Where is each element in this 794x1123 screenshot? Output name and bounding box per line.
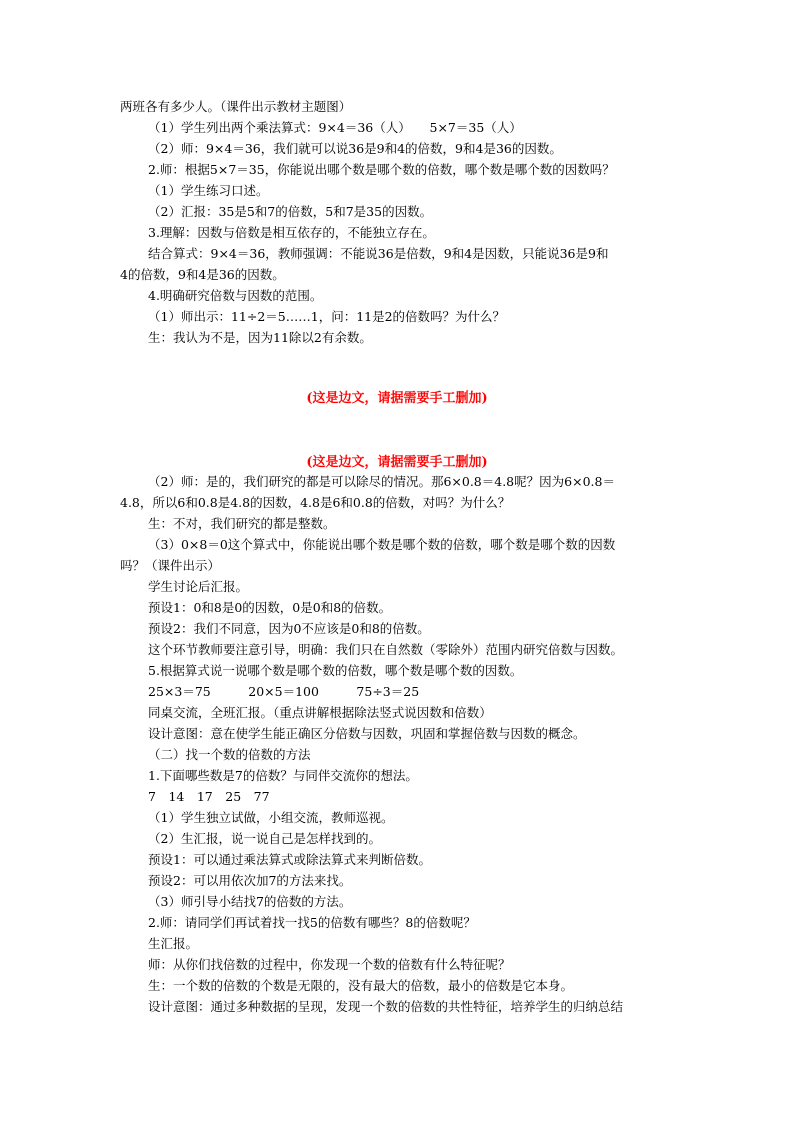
paragraph-line: 预设2：我们不同意，因为0不应该是0和8的倍数。 — [148, 621, 430, 636]
paragraph-line: 1.下面哪些数是7的倍数？与同伴交流你的想法。 — [148, 768, 418, 783]
paragraph-line: 5.根据算式说一说哪个数是哪个数的倍数，哪个数是哪个数的因数。 — [148, 663, 523, 678]
paragraph-line: 生：不对，我们研究的都是整数。 — [148, 516, 336, 531]
paragraph-line: （1）师出示：11÷2＝5……1，问：11是2的倍数吗？为什么？ — [148, 309, 506, 324]
paragraph-line: 4.8，所以6和0.8是4.8的因数，4.8是6和0.8的倍数，对吗？为什么？ — [120, 495, 511, 510]
paragraph-line: 生：一个数的倍数的个数是无限的，没有最大的倍数，最小的倍数是它本身。 — [148, 978, 574, 993]
paragraph-line: 4.明确研究倍数与因数的范围。 — [148, 288, 323, 303]
paragraph-line: 预设1：可以通过乘法算式或除法算式来判断倍数。 — [148, 852, 431, 867]
paragraph-line: 同桌交流，全班汇报。（重点讲解根据除法竖式说因数和倍数） — [148, 705, 492, 720]
section-heading: （二）找一个数的倍数的方法 — [148, 747, 311, 762]
paragraph-line: （1）学生独立试做，小组交流，教师巡视。 — [148, 810, 394, 825]
paragraph-line: 设计意图：通过多种数据的呈现，发现一个数的倍数的共性特征，培养学生的归纳总结 — [148, 999, 624, 1014]
paragraph-line: （2）师：是的，我们研究的都是可以除尽的情况。那6×0.8＝4.8呢？因为6×0.8＝ — [148, 474, 615, 489]
paragraph-line: 预设1：0和8是0的因数，0是0和8的倍数。 — [148, 600, 392, 615]
paragraph-line: 25×3＝75 20×5＝100 75÷3＝25 — [148, 684, 420, 699]
paragraph-line: （1）学生练习口述。 — [148, 183, 269, 198]
margin-note: (这是边文，请据需要手工删加) — [306, 455, 488, 470]
paragraph-line: 结合算式：9×4＝36，教师强调：不能说36是倍数，9和4是因数，只能说36是9和 — [148, 246, 609, 261]
margin-note: (这是边文，请据需要手工删加) — [306, 391, 488, 406]
paragraph-line: 生汇报。 — [148, 936, 199, 951]
paragraph-line: （3）师引导小结找7的倍数的方法。 — [148, 894, 352, 909]
paragraph-line: 7 14 17 25 77 — [148, 789, 270, 804]
paragraph-line: 3.理解：因数与倍数是相互依存的，不能独立存在。 — [148, 225, 435, 240]
paragraph-line: （2）汇报：35是5和7的倍数，5和7是35的因数。 — [148, 204, 433, 219]
paragraph-line: 2.师：根据5×7＝35，你能说出哪个数是哪个数的倍数，哪个数是哪个数的因数吗？ — [148, 162, 615, 177]
paragraph-line: 4的倍数，9和4是36的因数。 — [120, 267, 285, 282]
paragraph-line: 设计意图：意在使学生能正确区分倍数与因数，巩固和掌握倍数与因数的概念。 — [148, 726, 586, 741]
paragraph-line: （2）师：9×4＝36，我们就可以说36是9和4的倍数，9和4是36的因数。 — [148, 141, 562, 156]
paragraph-line: 师：从你们找倍数的过程中，你发现一个数的倍数有什么特征呢？ — [148, 957, 511, 972]
paragraph-line: 学生讨论后汇报。 — [148, 579, 249, 594]
paragraph-line: 生：我认为不是，因为11除以2有余数。 — [148, 330, 372, 345]
paragraph-line: （2）生汇报，说一说自己是怎样找到的。 — [148, 831, 381, 846]
paragraph-line: 预设2：可以用依次加7的方法来找。 — [148, 873, 352, 888]
paragraph-line: 吗？（课件出示） — [120, 558, 221, 573]
paragraph-line: 这个环节教师要注意引导，明确：我们只在自然数（零除外）范围内研究倍数与因数。 — [148, 642, 624, 657]
paragraph-line: 两班各有多少人。（课件出示教材主题图） — [120, 99, 352, 114]
paragraph-line: （1）学生列出两个乘法算式：9×4＝36（人） 5×7＝35（人） — [148, 120, 522, 135]
paragraph-line: 2.师：请同学们再试着找一找5的倍数有哪些？8的倍数呢？ — [148, 915, 476, 930]
paragraph-line: （3）0×8＝0这个算式中，你能说出哪个数是哪个数的倍数，哪个数是哪个数的因数 — [148, 537, 616, 552]
